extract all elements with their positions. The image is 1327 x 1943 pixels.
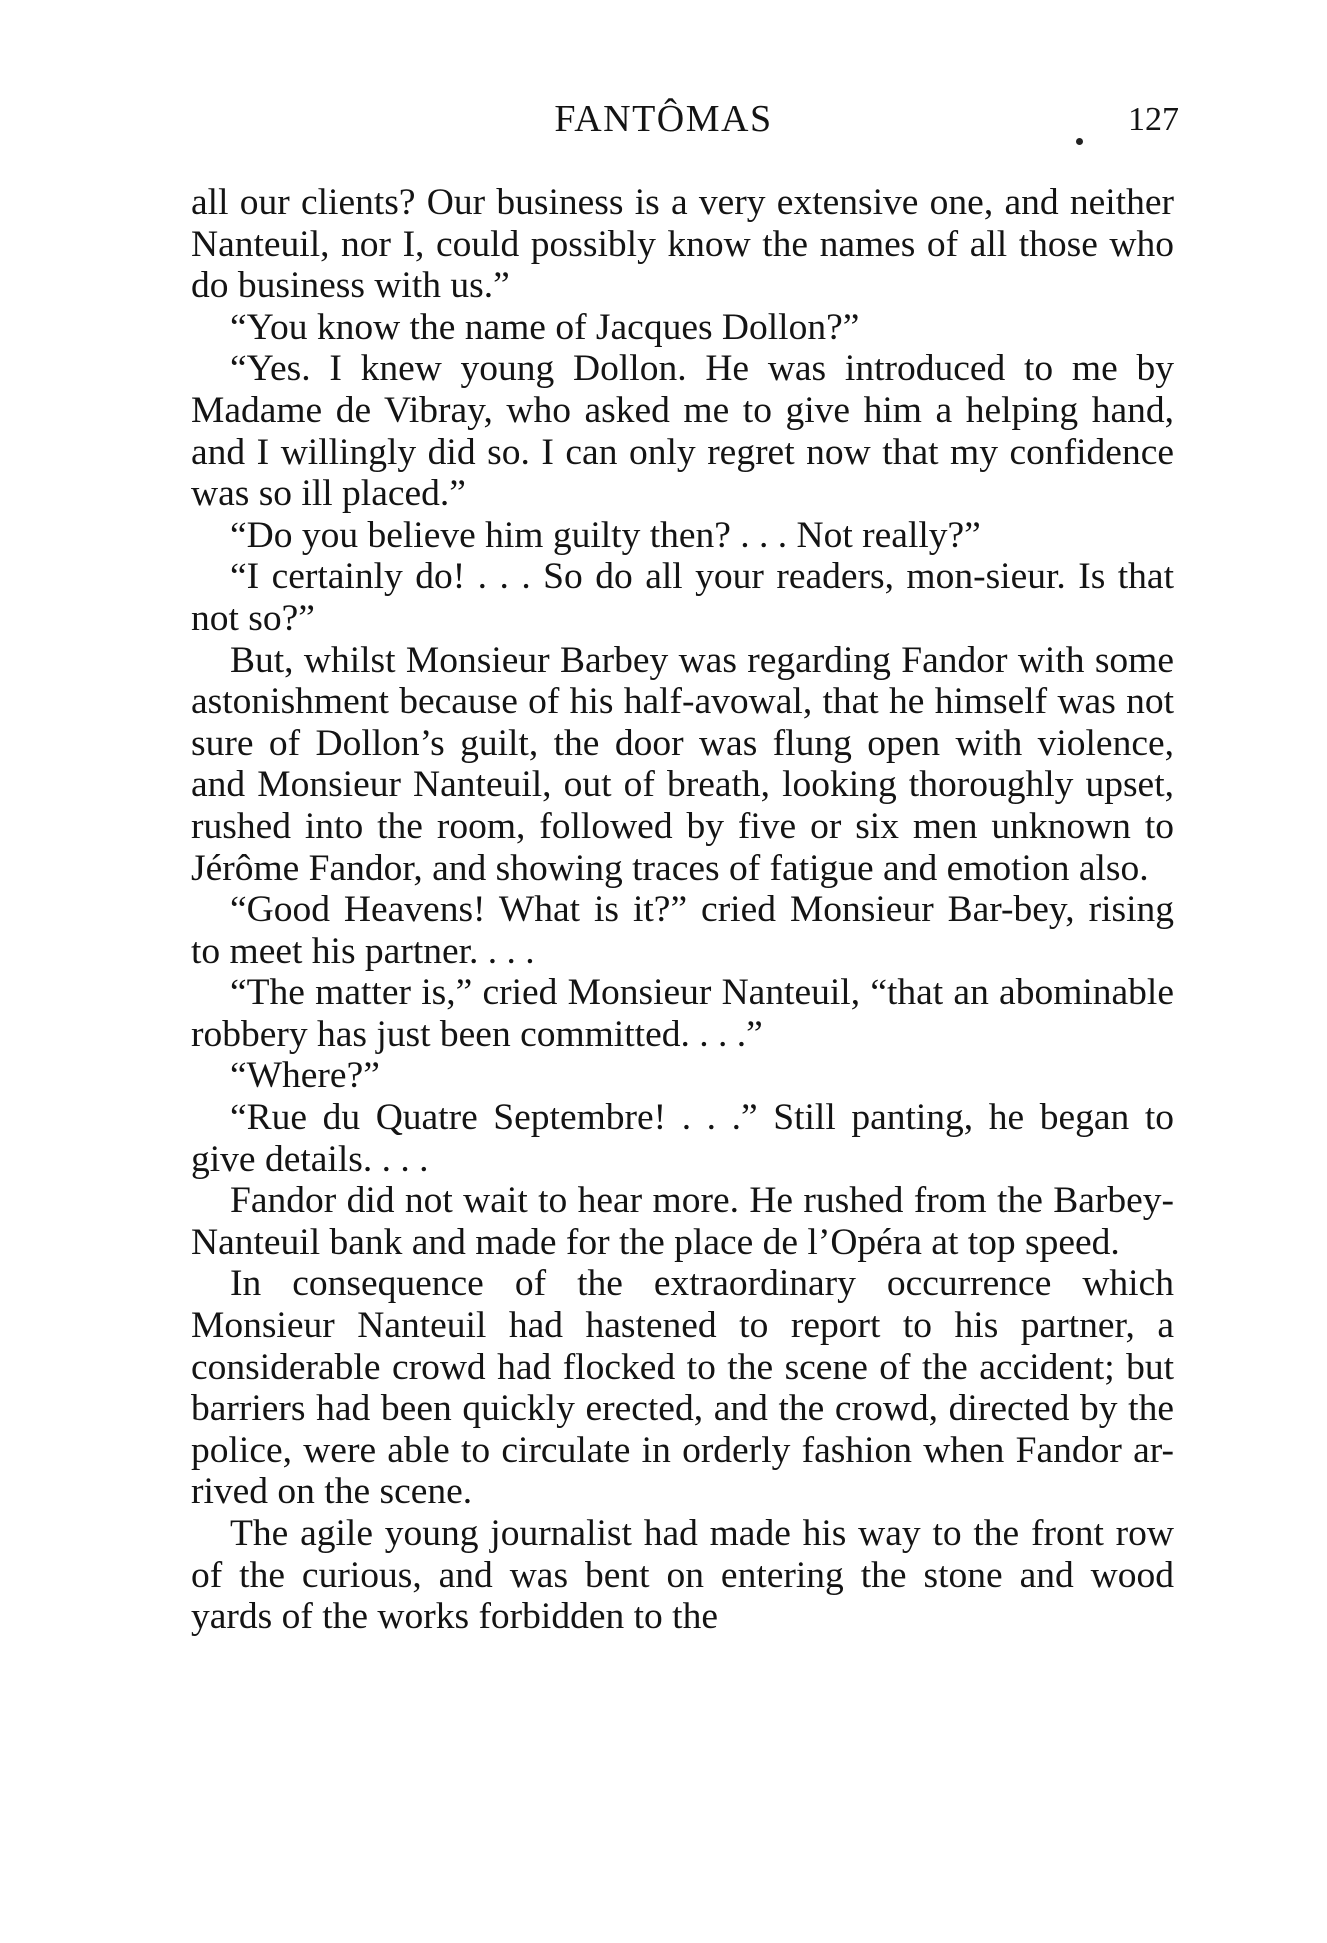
paragraph: The agile young journalist had made his way to the front row of the curious, and was bent on entering the stone and wood yards of the works forbidden to the — [191, 1513, 1174, 1638]
paragraph: “You know the name of Jacques Dollon?” — [230, 306, 860, 348]
paragraph: “Do you believe him guilty then? . . . Not really?” — [230, 514, 981, 556]
paragraph: “Yes. I knew young Dollon. He was introduced to me by Madame de Vibray, who asked me to give him a helping hand, and I willingly did so. I can only regret now that my confidence was so ill placed.” — [191, 348, 1174, 515]
ink-spot-mark — [1076, 138, 1083, 145]
paragraph: But, whilst Monsieur Barbey was regarding Fandor with some astonishment because of his half-avowal, that he himself was not sure of Dollon’s guilt, the door was flung open with violence, and Monsieur Nanteuil, out of breath, looking thoroughly upset, rushed into the room, followed by five or six men unknown to Jérôme Fandor, and showing traces of fatigue and emotion also. — [191, 639, 1174, 889]
running-head-title: FANTÔMAS — [554, 98, 773, 140]
paragraph: all our clients? Our business is a very extensive one, and neither Nanteuil, nor I, could possibly know the names of all those who do business with us.” — [191, 182, 1174, 307]
paragraph: Fandor did not wait to hear more. He rushed from the Barbey-Nanteuil bank and made for the place de l’Opéra at top speed. — [191, 1180, 1174, 1263]
body-text — [191, 182, 1174, 1638]
paragraph: “Where?” — [230, 1055, 380, 1097]
page-number: 127 — [1128, 101, 1179, 138]
running-head — [0, 94, 1327, 144]
paragraph: “The matter is,” cried Monsieur Nanteuil, “that an abominable robbery has just been committed. . . .” — [191, 972, 1174, 1055]
paragraph: In consequence of the extraordinary occurrence which Monsieur Nanteuil had hastened to report to his partner, a considerable crowd had flocked to the scene of the accident; but barriers had been quickly erected, and the crowd, directed by the police, were able to circulate in orderly fashion when Fandor ar-rived on the scene. — [191, 1263, 1174, 1513]
paragraph: “Good Heavens! What is it?” cried Monsieur Bar-bey, rising to meet his partner. . . . — [191, 889, 1174, 972]
paragraph: “Rue du Quatre Septembre! . . .” Still panting, he began to give details. . . . — [191, 1097, 1174, 1180]
paragraph: “I certainly do! . . . So do all your readers, mon-sieur. Is that not so?” — [191, 556, 1174, 639]
